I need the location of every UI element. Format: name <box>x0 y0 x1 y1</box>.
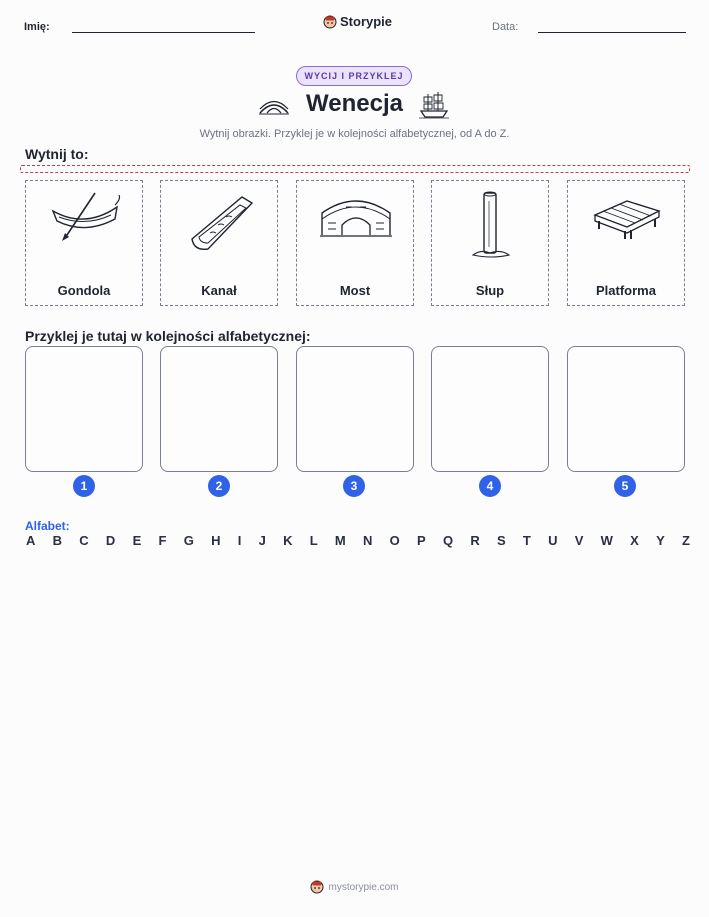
alphabet-letter: V <box>574 533 584 548</box>
card-label: Słup <box>475 283 505 298</box>
card-label: Most <box>339 283 371 298</box>
alphabet-letter: X <box>630 533 639 548</box>
alphabet-letter: O <box>389 533 400 548</box>
card-label: Gondola <box>57 283 111 298</box>
slot-number-4: 4 <box>479 475 501 497</box>
paste-heading: Przyklej je tutaj w kolejności alfabetycznej: <box>25 328 311 344</box>
pole-icon <box>451 189 531 261</box>
alphabet-letter: M <box>334 533 346 548</box>
alphabet-letter: S <box>496 533 506 548</box>
alphabet-letter: G <box>183 533 194 548</box>
alphabet-letter: E <box>132 533 142 548</box>
slot-number-1: 1 <box>73 475 95 497</box>
page-title: Wenecja <box>306 90 403 117</box>
card-bridge[interactable] <box>296 180 414 306</box>
alphabet-row <box>26 533 690 548</box>
brand-logo <box>323 14 392 29</box>
card-gondola[interactable] <box>25 180 143 306</box>
alphabet-letter: K <box>283 533 293 548</box>
ship-icon <box>418 90 450 120</box>
alphabet-letter: N <box>363 533 373 548</box>
alphabet-letter: R <box>470 533 480 548</box>
card-label: Platforma <box>596 283 656 298</box>
alphabet-letter: J <box>258 533 266 548</box>
storypie-mascot-icon <box>323 15 337 29</box>
alphabet-label: Alfabet: <box>25 519 70 533</box>
card-platform[interactable] <box>567 180 685 306</box>
alphabet-letter: T <box>522 533 531 548</box>
instructions: Wytnij obrazki. Przyklej je w kolejności alfabetycznej, od A do Z. <box>199 128 510 140</box>
alphabet-letter: P <box>417 533 426 548</box>
paste-slot-3[interactable] <box>296 346 414 472</box>
alphabet-letter: Y <box>656 533 665 548</box>
alphabet-letter: B <box>52 533 63 548</box>
storypie-mascot-icon <box>310 880 324 894</box>
paste-slot-1[interactable] <box>25 346 143 472</box>
alphabet-letter: Z <box>682 533 690 548</box>
slot-number-5: 5 <box>614 475 636 497</box>
alphabet-letter: I <box>237 533 242 548</box>
card-canal[interactable] <box>160 180 278 306</box>
alphabet-letter: Q <box>442 533 454 548</box>
name-label: Imię: <box>24 21 50 33</box>
alphabet-letter: C <box>79 533 89 548</box>
paste-slot-5[interactable] <box>567 346 685 472</box>
cut-line <box>20 165 690 173</box>
alphabet-letter: U <box>548 533 558 548</box>
paste-slot-2[interactable] <box>160 346 278 472</box>
bridge-icon <box>316 189 396 249</box>
date-label: Data: <box>492 21 519 33</box>
footer-url[interactable]: mystorypie.com <box>328 881 399 893</box>
card-pole[interactable] <box>431 180 549 306</box>
cut-heading: Wytnij to: <box>25 146 89 162</box>
alphabet-letter: F <box>158 533 167 548</box>
canal-icon <box>180 189 260 255</box>
card-label: Kanał <box>201 283 237 298</box>
alphabet-letter: W <box>600 533 613 548</box>
gondola-icon <box>45 189 125 249</box>
alphabet-letter: D <box>105 533 116 548</box>
paste-slot-4[interactable] <box>431 346 549 472</box>
alphabet-letter: A <box>26 533 36 548</box>
platform-icon <box>587 189 667 249</box>
activity-badge: WYCIJ I PRZYKLEJ <box>296 66 412 86</box>
footer <box>0 880 709 894</box>
alphabet-letter: L <box>309 533 318 548</box>
slot-number-2: 2 <box>208 475 230 497</box>
slot-number-3: 3 <box>343 475 365 497</box>
alphabet-letter: H <box>211 533 221 548</box>
name-line[interactable] <box>72 32 255 33</box>
brand-name: Storypie <box>340 14 393 29</box>
date-line[interactable] <box>538 32 686 33</box>
